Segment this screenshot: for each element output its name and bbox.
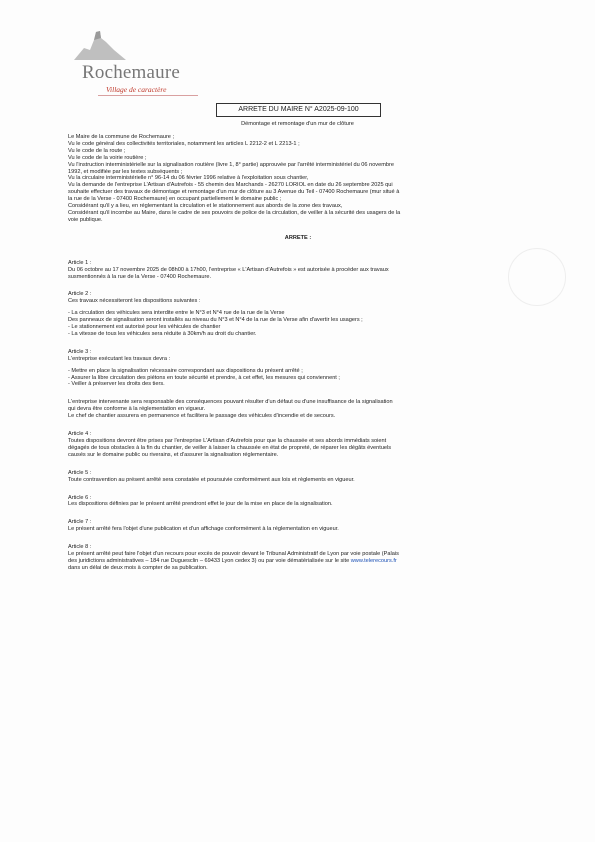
- article-1: [68, 260, 528, 281]
- article-item: - Assurer la libre circulation des piétons en toute sécurité et prendre, à cet effet, les mesures qui conviennent ;: [68, 374, 340, 381]
- article-title: Article 5 :: [68, 469, 92, 476]
- article-line: Du 06 octobre au 17 novembre 2025 de 08h00 à 17h00, l'entreprise « L'Artisan d'Autrefois » est autorisée à procéder aux travaux: [68, 266, 389, 273]
- article-line: Le chef de chantier assurera en permanence et facilitera le passage des véhicules d'incendie et de secours.: [68, 413, 336, 420]
- article-title: Article 7 :: [68, 519, 92, 526]
- article-line: Toutes dispositions devront être prises par l'entreprise L'Artisan d'Autrefois pour que la chaussée et ses abords immédiats soient: [68, 438, 387, 444]
- article-2: [68, 291, 528, 337]
- article-title: Article 6 :: [68, 494, 92, 501]
- rochemaure-logo: [62, 28, 212, 108]
- article-item: - La circulation des véhicules sera interdite entre le N°3 et N°4 rue de la rue de la Verse: [68, 310, 285, 317]
- preamble-line: Vu le code de la voirie routière ;: [68, 154, 147, 161]
- article-line: L'entreprise intervenante sera responsable des conséquences pouvant résulter d'un défaut ou d'une insuffisance de la signalisation: [68, 399, 393, 406]
- article-item: Des panneaux de signalisation seront installés au niveau du N°3 et N°4 de la rue de la Verse afin d'avertir les usagers ;: [68, 317, 363, 324]
- logo-tagline: Village de caractère: [106, 85, 167, 94]
- article-title: Article 3 :: [68, 348, 92, 355]
- article-title: Article 4 :: [68, 431, 92, 438]
- article-line: causés sur le domaine public ou riverains, et d'assurer la signalisation réglementaire.: [68, 451, 279, 458]
- preamble-line: Vu le code de la route ;: [68, 147, 126, 154]
- decree-body: [68, 134, 528, 572]
- preamble-line: Considérant qu'il y a lieu, en réglementant la circulation et le stationnement aux abords de la zone des travaux,: [68, 203, 343, 210]
- article-title: Article 8 :: [68, 544, 92, 551]
- preamble-line: la rue de la Verse - 07400 Rochemaure) en occupant partiellement le domaine public ;: [68, 196, 282, 203]
- preamble-line: Vu la demande de l'entreprise L'Artisan d'Autrefois - 55 chemin des Marchands - 26270 LORIOL en date du 26 septembre 2025 qui: [68, 182, 393, 189]
- article-line: Le présent arrêté fera l'objet d'une publication et d'un affichage conformément à la réglementation en vigueur.: [68, 526, 339, 533]
- logo-name: Rochemaure: [82, 62, 181, 83]
- article-intro: Ces travaux nécessiteront les dispositions suivantes :: [68, 298, 201, 305]
- article-5: [68, 470, 528, 484]
- preamble-line: souhaite effectuer des travaux de démontage et remontage d'un mur de clôture au 3 Avenue du Teil - 07400 Rochemaure (mur situé à: [68, 189, 400, 196]
- article-title: Article 1 :: [68, 259, 92, 266]
- article-line-text: des juridictions administratives – 184 rue Duguesclin – 69433 Lyon cedex 3) ou par voie dématérialisée sur le site: [68, 557, 351, 564]
- decree-subtitle: Démontage et remontage d'un mur de clôture: [241, 121, 354, 127]
- article-6: [68, 495, 528, 509]
- article-4: [68, 431, 528, 459]
- article-line: Toute contravention au présent arrêté sera constatée et poursuivie conformément aux lois et règlements en vigueur.: [68, 476, 355, 483]
- preamble-line: Considérant qu'il incombe au Maire, dans le cadre de ses pouvoirs de police de la circulation, de veiller à la sécurité des usagers de la: [68, 209, 401, 216]
- article-title: Article 2 :: [68, 291, 92, 298]
- preamble-line: Vu le code général des collectivités territoriales, notamment les articles L 2212-2 et L 2213-1 ;: [68, 140, 300, 147]
- article-item: - Veiller à préserver les droits des tiers.: [68, 381, 165, 388]
- preamble-line: 1992, et modifiée par les textes subséquents ;: [68, 168, 183, 175]
- article-item: - Le stationnement est autorisé pour les véhicules de chantier: [68, 324, 221, 331]
- preamble-line: Le Maire de la commune de Rochemaure ;: [68, 134, 175, 140]
- article-line: [68, 558, 528, 565]
- arrete-heading: ARRETE :: [284, 234, 312, 241]
- article-line: Les dispositions définies par le présent arrêté prendront effet le jour de la mise en place de la signalisation.: [68, 501, 333, 508]
- logo-rule: [98, 95, 198, 96]
- article-line: Le présent arrêté peut faire l'objet d'un recours pour excès de pouvoir devant le Tribunal Administratif de Lyon par voie postale (Palais: [68, 551, 399, 558]
- preamble: [68, 134, 528, 224]
- article-line: qui devra être conforme à la réglementation en vigueur.: [68, 406, 206, 413]
- article-line: dans un délai de deux mois à compter de sa publication.: [68, 564, 208, 571]
- telerecours-link[interactable]: www.telerecours.fr: [350, 557, 397, 564]
- article-line: dégagés de tous obstacles à la fin du chantier, de veiller à laisser la chaussée en état de propreté, de réparer les dégâts éventuels: [68, 444, 392, 451]
- article-intro: L'entreprise exécutant les travaux devra :: [68, 355, 171, 362]
- article-3: [68, 349, 528, 420]
- article-item: - Mettre en place la signalisation nécessaire correspondant aux dispositions du présent arrêté ;: [68, 367, 303, 374]
- preamble-line: Vu l'instruction interministérielle sur la signalisation routière (livre 1, 8° partie) approuvée par l'arrêté interministériel du 06 novembre: [68, 161, 394, 168]
- castle-ruin-icon: [70, 28, 130, 62]
- article-line: susmentionnés à la rue de la Verse - 07400 Rochemaure.: [68, 273, 212, 280]
- preamble-line: Vu la circulaire interministérielle n° 96-14 du 06 février 1996 relative à l'exploitation sous chantier,: [68, 175, 309, 182]
- article-7: [68, 519, 528, 533]
- article-8: [68, 544, 528, 572]
- preamble-line: voie publique.: [68, 216, 103, 223]
- decree-title: ARRETE DU MAIRE N° A2025-09-100: [216, 103, 381, 117]
- article-item: - La vitesse de tous les véhicules sera réduite à 30km/h au droit du chantier.: [68, 330, 257, 337]
